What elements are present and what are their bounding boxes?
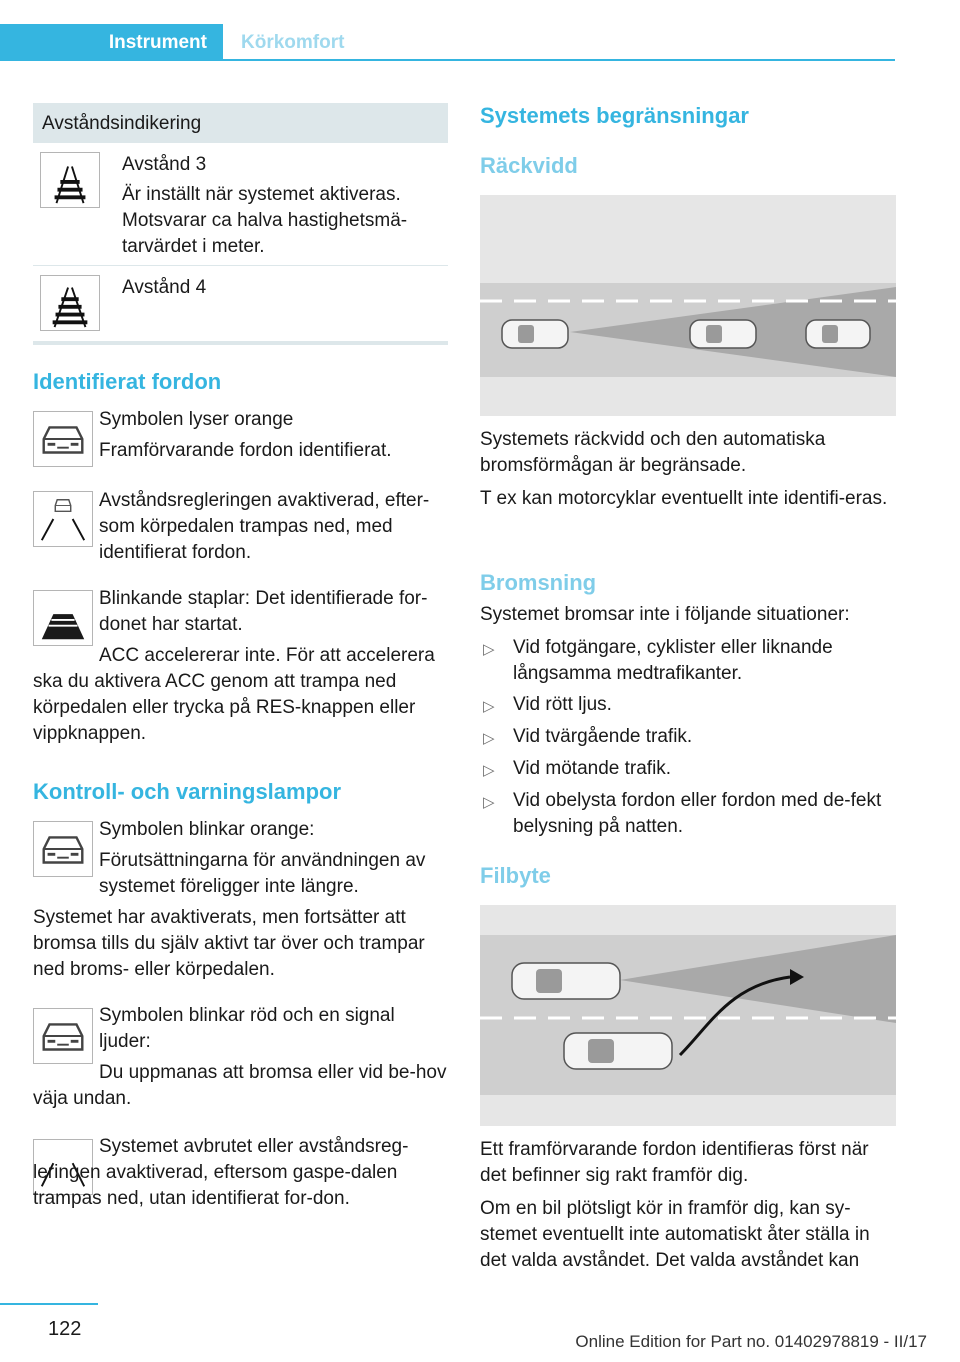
distance-4-title: Avstånd 4: [122, 277, 207, 298]
header-rule: [223, 59, 895, 61]
limits-heading: Systemets begränsningar: [480, 103, 749, 128]
bullet-item: Vid fotgängare, cyklister eller liknande långsamma medtrafikanter.: [513, 637, 833, 684]
table-bottom-rule: [33, 341, 448, 345]
range-p2: T ex kan motorcyklar eventuellt inte identifi-eras.: [480, 488, 888, 509]
bullet-icon: ▷: [483, 794, 495, 811]
bullet-icon: ▷: [483, 698, 495, 715]
distance-table-title: Avståndsindikering: [42, 113, 202, 134]
bullet-item: Vid mötande trafik.: [513, 758, 672, 779]
identified-1-line1: Symbolen lyser orange: [99, 409, 294, 430]
page-number: 122: [48, 1318, 82, 1340]
braking-heading: Bromsning: [480, 570, 597, 595]
lane-p2: Om en bil plötsligt kör in framför dig, kan sy-stemet eventuellt inte automatiskt åter ställa in det valda avståndet. Det valda avståndet kan: [480, 1198, 870, 1271]
range-illustration: [480, 195, 896, 416]
vehicle-detected-icon: [33, 411, 93, 467]
vehicle-detected-lanes-icon: [33, 491, 93, 547]
bullet-icon: ▷: [483, 641, 495, 658]
distance-3-icon: [40, 152, 100, 208]
header-tab-korkomfort[interactable]: Körkomfort: [241, 32, 345, 53]
bullet-item: Vid tvärgående trafik.: [513, 726, 693, 747]
distance-4-icon: [40, 275, 100, 331]
range-heading: Räckvidd: [480, 153, 578, 178]
bullet-icon: ▷: [483, 730, 495, 747]
vehicle-warning-red-icon: [33, 1008, 93, 1064]
lane-change-heading: Filbyte: [480, 863, 551, 888]
identified-heading: Identifierat fordon: [33, 369, 222, 394]
braking-intro: Systemet bromsar inte i följande situationer:: [480, 604, 850, 625]
lamps-1-line1: Symbolen blinkar orange:: [99, 819, 315, 840]
identified-1-line2: Framförvarande fordon identifierat.: [99, 440, 392, 461]
lamps-2-line1: Symbolen blinkar röd och en signal ljuder:: [99, 1005, 395, 1052]
lamps-1-after: Systemet har avaktiverats, men fortsätter att bromsa tills du själv aktivt tar över och trampar ned broms- eller körpedalen.: [33, 907, 425, 980]
header-tab-instrument[interactable]: Instrument: [108, 32, 207, 53]
edition-text: Online Edition for Part no. 01402978819 - II/17: [575, 1332, 927, 1351]
footer-rule: [0, 1303, 98, 1305]
bullet-item: Vid rött ljus.: [513, 694, 612, 715]
distance-table-header: [33, 103, 448, 143]
lamps-heading: Kontroll- och varningslampor: [33, 779, 342, 804]
lamps-1-line2: Förutsättningarna för användningen av systemet föreligger inte längre.: [99, 850, 426, 897]
table-divider: [33, 265, 448, 266]
bullet-icon: ▷: [483, 762, 495, 779]
identified-3-line2: ACC accelererar inte. För att accelerera ska du aktivera ACC genom att trampa ned körpedalen eller trycka på RES-knappen eller vippknappen.: [33, 645, 435, 744]
vehicle-warning-orange-icon: [33, 821, 93, 877]
range-p1: Systemets räckvidd och den automatiska bromsförmågan är begränsade.: [480, 429, 826, 476]
lane-change-illustration: [480, 905, 896, 1126]
lamps-2-line2: Du uppmanas att bromsa eller vid be-hov väja undan.: [33, 1062, 447, 1109]
lane-p1: Ett framförvarande fordon identifieras först när det befinner sig rakt framför dig.: [480, 1139, 869, 1186]
identified-2-text: Avståndsregleringen avaktiverad, efter-som körpedalen trampas ned, med identifierat fordon.: [99, 490, 430, 563]
lamps-3-text: Systemet avbrutet eller avståndsreg-leringen avaktiverad, eftersom gaspe-dalen trampas ned, utan identifierat for-don.: [33, 1136, 409, 1209]
vehicle-started-icon: [33, 590, 93, 646]
distance-3-title: Avstånd 3: [122, 154, 207, 175]
distance-3-text: Är inställt när systemet aktiveras. Motsvarar ca halva hastighetsmä-tarvärdet i meter.: [122, 184, 408, 257]
identified-3-line1: Blinkande staplar: Det identifierade for-donet har startat.: [99, 588, 428, 635]
bullet-item: Vid obelysta fordon eller fordon med de-fekt belysning på natten.: [513, 790, 882, 837]
